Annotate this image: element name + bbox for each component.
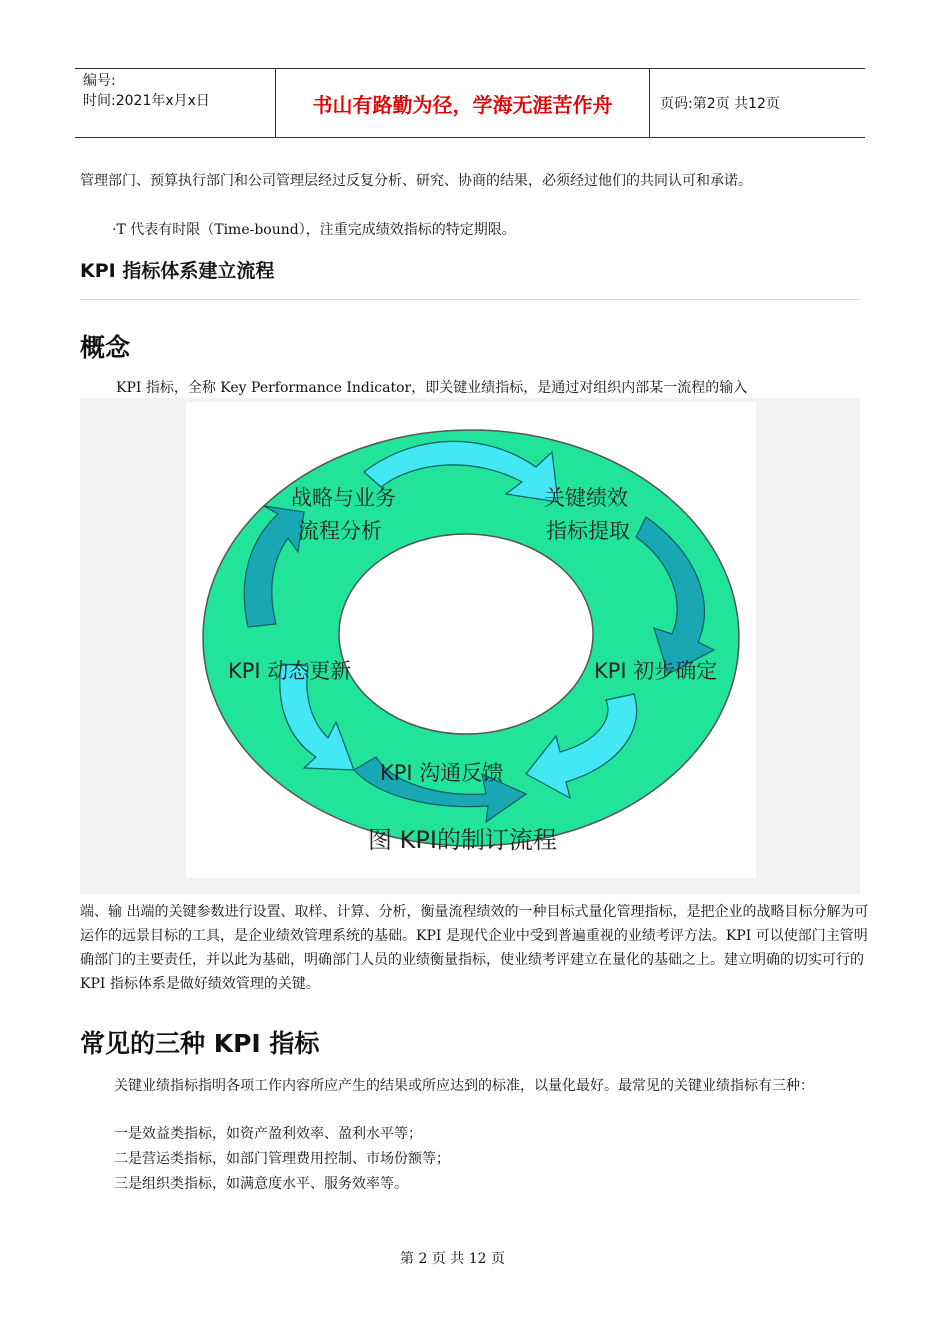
types-heading: 常见的三种 KPI 指标	[80, 1029, 320, 1058]
figure-caption: 图 KPI的制订流程	[368, 826, 557, 854]
inner-ring-hole	[339, 534, 593, 734]
type-2: 二是营运类指标，如部门管理费用控制、市场份额等；	[114, 1151, 450, 1167]
label-strategy-line2: 流程分析	[298, 519, 382, 543]
section-title: KPI 指标体系建立流程	[80, 260, 275, 282]
kpi-process-figure	[186, 402, 756, 878]
label-extract-line1: 关键绩效	[544, 486, 628, 510]
label-feedback: KPI 沟通反馈	[380, 761, 504, 785]
type-1: 一是效益类指标，如资产盈利效率、盈利水平等；	[114, 1126, 422, 1142]
concept-body: 端、输 出端的关键参数进行设置、取样、计算、分析，衡量流程绩效的一种目标式量化管理指标，是把企业的战略目标分解为可运作的远景目标的工具，是企业绩效管理系统的基础。KPI 是现代企业中受到普遍重视的业绩考评方法。KPI 可以使部门主管明确部门的主要责任，并以此为基础，明确部门人员的业绩衡量指标，使业绩考评建立在量化的基础之上。建立明确的切实可行的 KPI 指标体系是做好绩效管理的关键。	[80, 904, 869, 992]
paragraph-2: ·T 代表有时限（Time-bound），注重完成绩效指标的特定期限。	[112, 222, 516, 238]
time-label: 时间:2021年x月x日	[83, 93, 210, 109]
paragraph-1: 管理部门、预算执行部门和公司管理层经过反复分析、研究、协商的结果，必须经过他们的共同认可和承诺。	[80, 173, 752, 189]
label-extract-line2: 指标提取	[546, 519, 630, 543]
label-strategy-line1: 战略与业务	[291, 486, 396, 510]
header-motto: 书山有路勤为径，学海无涯苦作舟	[276, 69, 650, 137]
label-confirm: KPI 初步确定	[594, 659, 718, 683]
types-intro: 关键业绩指标指明各项工作内容所应产生的结果或所应达到的标准，以量化最好。最常见的关键业绩指标有三种：	[114, 1078, 814, 1094]
type-3: 三是组织类指标，如满意度水平、服务效率等。	[114, 1176, 408, 1192]
header-page-label: 页码:第2页 共12页	[660, 96, 780, 112]
concept-intro: KPI 指标，全称 Key Performance Indicator，即关键业绩指标，是通过对组织内部某一流程的输入	[116, 380, 748, 396]
header-left-cell	[75, 69, 276, 137]
kpi-cycle-diagram	[186, 402, 756, 878]
concept-heading: 概念	[80, 333, 131, 362]
label-update: KPI 动态更新	[228, 659, 352, 683]
number-label: 编号:	[83, 73, 116, 89]
section-divider	[80, 299, 860, 300]
page-header	[75, 68, 865, 138]
page-footer: 第 2 页 共 12 页	[400, 1251, 505, 1267]
